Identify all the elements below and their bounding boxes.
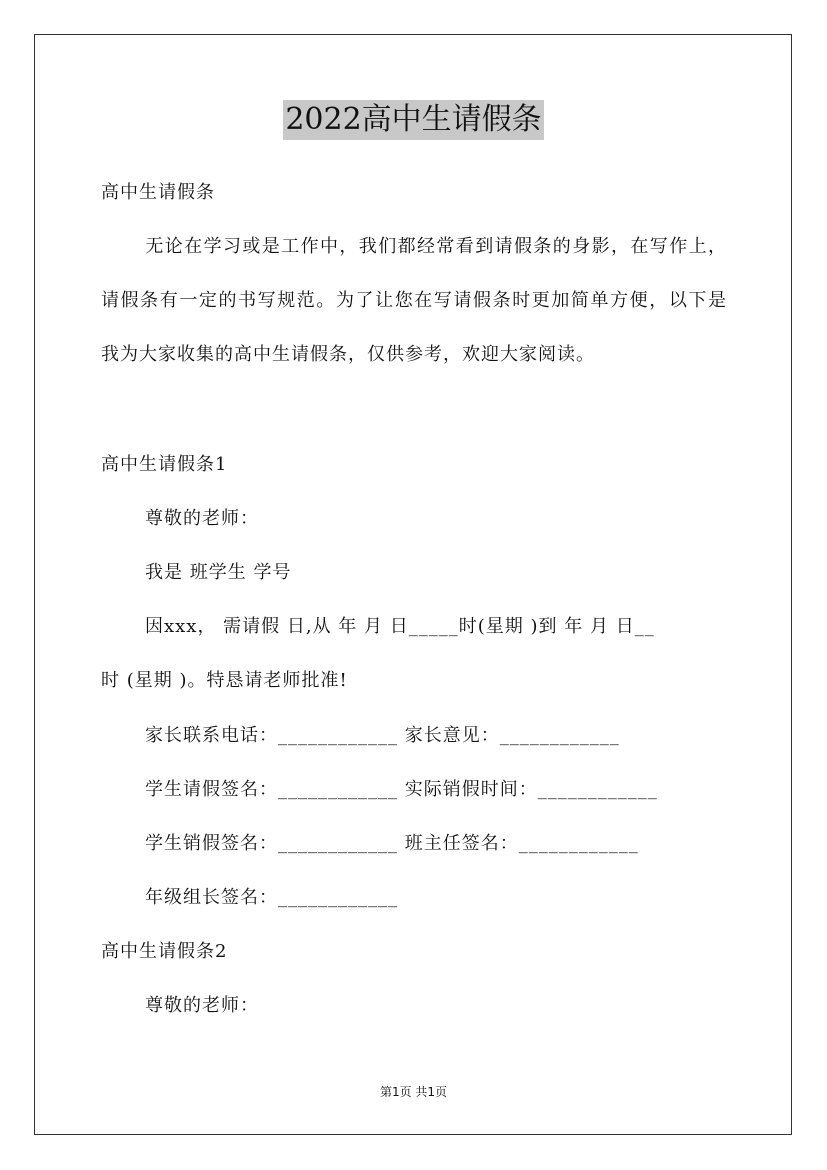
parent-phone-line: 家长联系电话：____________ 家长意见：____________ (145, 725, 620, 746)
section2-heading: 高中生请假条2 (101, 941, 228, 962)
grade-leader-sign-line: 年级组长签名：____________ (145, 887, 398, 908)
document-title: 2022高中生请假条 (283, 100, 543, 140)
intro-paragraph (101, 220, 727, 382)
student-sign-line: 学生请假签名：____________ 实际销假时间：____________ (145, 779, 658, 800)
page-footer: 第1页 共1页 (379, 1085, 448, 1099)
section1-reason-continued: 时 (星期 )。特恳请老师批准! (101, 670, 348, 691)
cancel-sign-line: 学生销假签名：____________ 班主任签名：____________ (145, 833, 639, 854)
section1-salutation: 尊敬的老师： (145, 508, 259, 529)
section2-salutation: 尊敬的老师： (145, 995, 259, 1016)
title-container (0, 100, 827, 140)
section1-class-line: 我是 班学生 学号 (145, 562, 292, 583)
section1-heading: 高中生请假条1 (101, 454, 228, 475)
section1-reason-line: 因xxx， 需请假 日,从 年 月 日_____时(星期 )到 年 月 日__ (145, 616, 655, 637)
intro-heading: 高中生请假条 (101, 182, 215, 203)
intro-paragraph-text: 无论在学习或是工作中，我们都经常看到请假条的身影，在写作上，请假条有一定的书写规范。为了让您在写请假条时更加简单方便，以下是我为大家收集的高中生请假条，仅供参考，欢迎大家阅读。 (101, 236, 727, 365)
